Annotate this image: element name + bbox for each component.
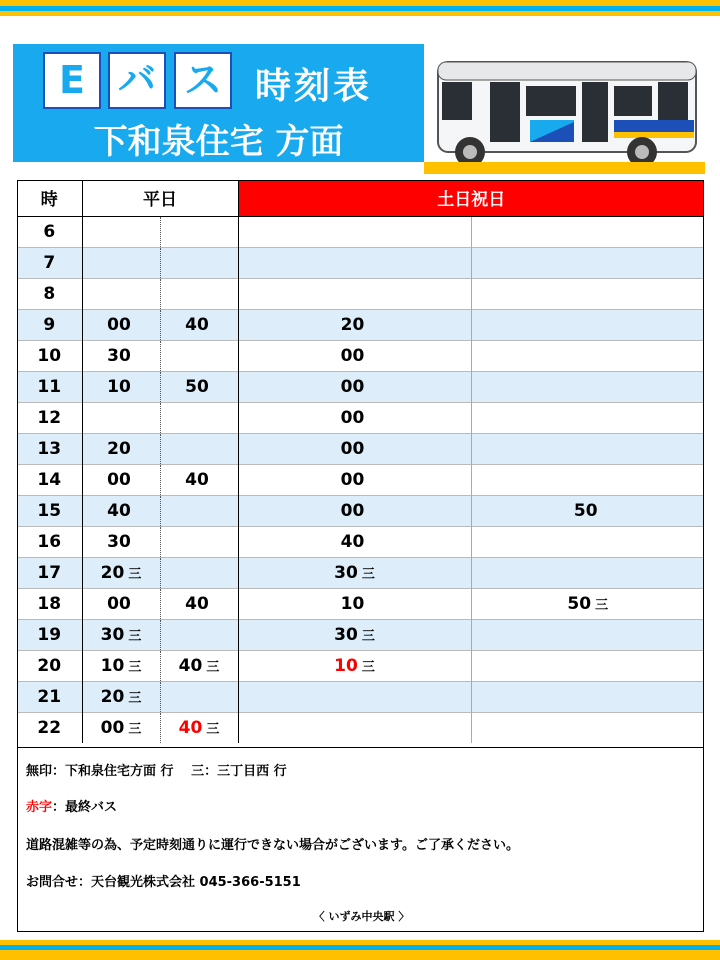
departure-cell (160, 433, 238, 464)
departure-cell (471, 340, 704, 371)
route-mark: 三 (128, 659, 142, 675)
table-row (17, 681, 704, 712)
departure-cell (82, 247, 160, 278)
departure-minute: 00 (340, 407, 365, 428)
departure-cell (82, 371, 160, 402)
departure-cell (471, 681, 704, 712)
table-row (17, 433, 704, 464)
legend-red (26, 796, 117, 815)
departure-minute: 50 (567, 593, 592, 614)
table-row (17, 464, 704, 495)
departure-cell (82, 557, 160, 588)
departure-cell (471, 433, 704, 464)
departure-cell (82, 402, 160, 433)
legend-red-text: ：最終バス (52, 800, 118, 815)
departure-cell (82, 278, 160, 309)
table-row (17, 340, 704, 371)
table-header-row (17, 180, 704, 216)
departure-cell (82, 526, 160, 557)
departure-cell (160, 216, 238, 247)
departure-cell (238, 309, 471, 340)
route-mark: 三 (128, 628, 142, 644)
route-mark: 三 (206, 721, 220, 737)
departure-minute: 10 (334, 655, 358, 676)
departure-cell (471, 712, 704, 743)
departure-cell (160, 247, 238, 278)
legend-plain (26, 760, 287, 779)
hour-cell: 13 (17, 433, 82, 464)
bottom-stripe-yellow-2 (0, 950, 720, 960)
departure-minute: 20 (107, 438, 131, 459)
route-mark: 三 (361, 659, 375, 675)
table-row (17, 526, 704, 557)
hour-cell: 21 (17, 681, 82, 712)
notes-panel (17, 748, 704, 932)
hour-cell: 11 (17, 371, 82, 402)
table-row (17, 495, 704, 526)
departure-cell (238, 433, 471, 464)
table-row (17, 588, 704, 619)
departure-cell (238, 216, 471, 247)
hour-cell: 12 (17, 402, 82, 433)
departure-minute: 00 (340, 376, 365, 397)
departure-minute: 40 (178, 655, 203, 676)
hour-cell: 19 (17, 619, 82, 650)
timetable (17, 180, 704, 743)
departure-cell (160, 712, 238, 743)
departure-minute: 40 (185, 314, 209, 335)
departure-minute: 40 (178, 717, 203, 738)
departure-cell (471, 278, 704, 309)
departure-minute: 40 (107, 500, 131, 521)
hour-cell: 16 (17, 526, 82, 557)
departure-cell (238, 712, 471, 743)
hour-cell: 7 (17, 247, 82, 278)
departure-minute: 00 (340, 469, 365, 490)
table-row (17, 247, 704, 278)
hour-cell: 18 (17, 588, 82, 619)
route-mark: 三 (206, 659, 220, 675)
departure-cell (471, 402, 704, 433)
header-weekday: 平日 (82, 180, 238, 216)
destination-title: 下和泉住宅 方面 (93, 122, 344, 162)
departure-minute: 00 (340, 438, 365, 459)
departure-cell (160, 588, 238, 619)
table-row (17, 557, 704, 588)
departure-cell (82, 495, 160, 526)
hour-cell: 20 (17, 650, 82, 681)
departure-cell (471, 650, 704, 681)
departure-cell (82, 650, 160, 681)
delay-notice: 道路混雑等の為、予定時刻通りに運行できない場合がございます。ご了承ください。 (26, 838, 519, 853)
departure-cell (82, 309, 160, 340)
top-stripe-yellow-2 (0, 11, 720, 16)
title-letter-su: ス (174, 52, 232, 109)
header-hour: 時 (17, 180, 82, 216)
header-accent-bar (424, 162, 705, 174)
page-title: 時刻表 (255, 66, 373, 107)
departure-cell (471, 216, 704, 247)
hour-cell: 14 (17, 464, 82, 495)
departure-cell (471, 588, 704, 619)
departure-minute: 20 (340, 314, 365, 335)
departure-cell (471, 247, 704, 278)
title-letter-e: E (43, 52, 101, 109)
table-row (17, 371, 704, 402)
route-mark: 三 (128, 721, 142, 737)
departure-cell (238, 402, 471, 433)
departure-cell (82, 588, 160, 619)
departure-minute: 30 (107, 531, 131, 552)
departure-cell (238, 278, 471, 309)
hour-cell: 17 (17, 557, 82, 588)
departure-cell (238, 681, 471, 712)
departure-cell (238, 371, 471, 402)
departure-cell (160, 340, 238, 371)
bus-icon (432, 52, 702, 172)
departure-minute: 30 (107, 345, 131, 366)
departure-cell (471, 526, 704, 557)
departure-minute: 10 (107, 376, 131, 397)
table-row (17, 309, 704, 340)
header-holiday: 土日祝日 (238, 180, 704, 216)
departure-minute: 30 (100, 624, 125, 645)
departure-minute: 50 (185, 376, 209, 397)
title-letter-ba: バ (108, 52, 166, 109)
table-row (17, 402, 704, 433)
hour-cell: 9 (17, 309, 82, 340)
departure-cell (160, 371, 238, 402)
table-row (17, 712, 704, 743)
departure-minute: 30 (334, 624, 358, 645)
legend-plain-label: 無印 (26, 764, 53, 779)
departure-minute: 40 (185, 593, 209, 614)
departure-minute: 40 (185, 469, 209, 490)
departure-cell (160, 464, 238, 495)
departure-minute: 10 (100, 655, 125, 676)
departure-cell (471, 619, 704, 650)
departure-minute: 00 (340, 345, 365, 366)
departure-minute: 30 (334, 562, 358, 583)
departure-cell (238, 588, 471, 619)
departure-cell (160, 309, 238, 340)
table-row (17, 216, 704, 247)
hour-cell: 8 (17, 278, 82, 309)
departure-cell (82, 619, 160, 650)
departure-cell (82, 216, 160, 247)
departure-cell (471, 464, 704, 495)
contact-info: お問合せ：天台観光株式会社 045-366-5151 (26, 875, 301, 890)
departure-minute: 00 (107, 593, 131, 614)
departure-cell (238, 557, 471, 588)
departure-cell (160, 402, 238, 433)
departure-cell (238, 650, 471, 681)
hour-cell: 15 (17, 495, 82, 526)
departure-minute: 00 (340, 500, 365, 521)
hour-cell: 6 (17, 216, 82, 247)
departure-cell (160, 278, 238, 309)
departure-cell (82, 464, 160, 495)
departure-minute: 50 (573, 500, 598, 521)
departure-cell (160, 650, 238, 681)
hour-cell: 22 (17, 712, 82, 743)
departure-cell (238, 464, 471, 495)
legend-red-label: 赤字 (26, 800, 53, 815)
departure-cell (160, 681, 238, 712)
departure-cell (471, 309, 704, 340)
departure-cell (160, 619, 238, 650)
route-mark: 三 (595, 597, 609, 613)
departure-cell (238, 340, 471, 371)
route-mark: 三 (128, 690, 142, 706)
departure-minute: 20 (100, 686, 125, 707)
departure-cell (160, 526, 238, 557)
route-mark: 三 (361, 566, 375, 582)
departure-minute: 00 (100, 717, 125, 738)
departure-cell (82, 433, 160, 464)
departure-cell (471, 557, 704, 588)
departure-cell (82, 681, 160, 712)
departure-cell (471, 495, 704, 526)
route-mark: 三 (128, 566, 142, 582)
route-mark: 三 (361, 628, 375, 644)
departure-cell (82, 712, 160, 743)
departure-minute: 00 (107, 314, 131, 335)
departure-minute: 10 (340, 593, 365, 614)
departure-cell (238, 247, 471, 278)
table-row (17, 650, 704, 681)
legend-plain-text: ：下和泉住宅方面 行 三：三丁目西 行 (52, 764, 287, 779)
departure-cell (160, 557, 238, 588)
departure-cell (238, 495, 471, 526)
departure-cell (238, 526, 471, 557)
station-name: 〈 いずみ中央駅 〉 (313, 910, 410, 923)
departure-minute: 20 (100, 562, 125, 583)
departure-cell (160, 495, 238, 526)
departure-minute: 40 (340, 531, 365, 552)
departure-minute: 00 (107, 469, 131, 490)
departure-cell (471, 371, 704, 402)
table-row (17, 278, 704, 309)
departure-cell (82, 340, 160, 371)
table-row (17, 619, 704, 650)
hour-cell: 10 (17, 340, 82, 371)
departure-cell (238, 619, 471, 650)
